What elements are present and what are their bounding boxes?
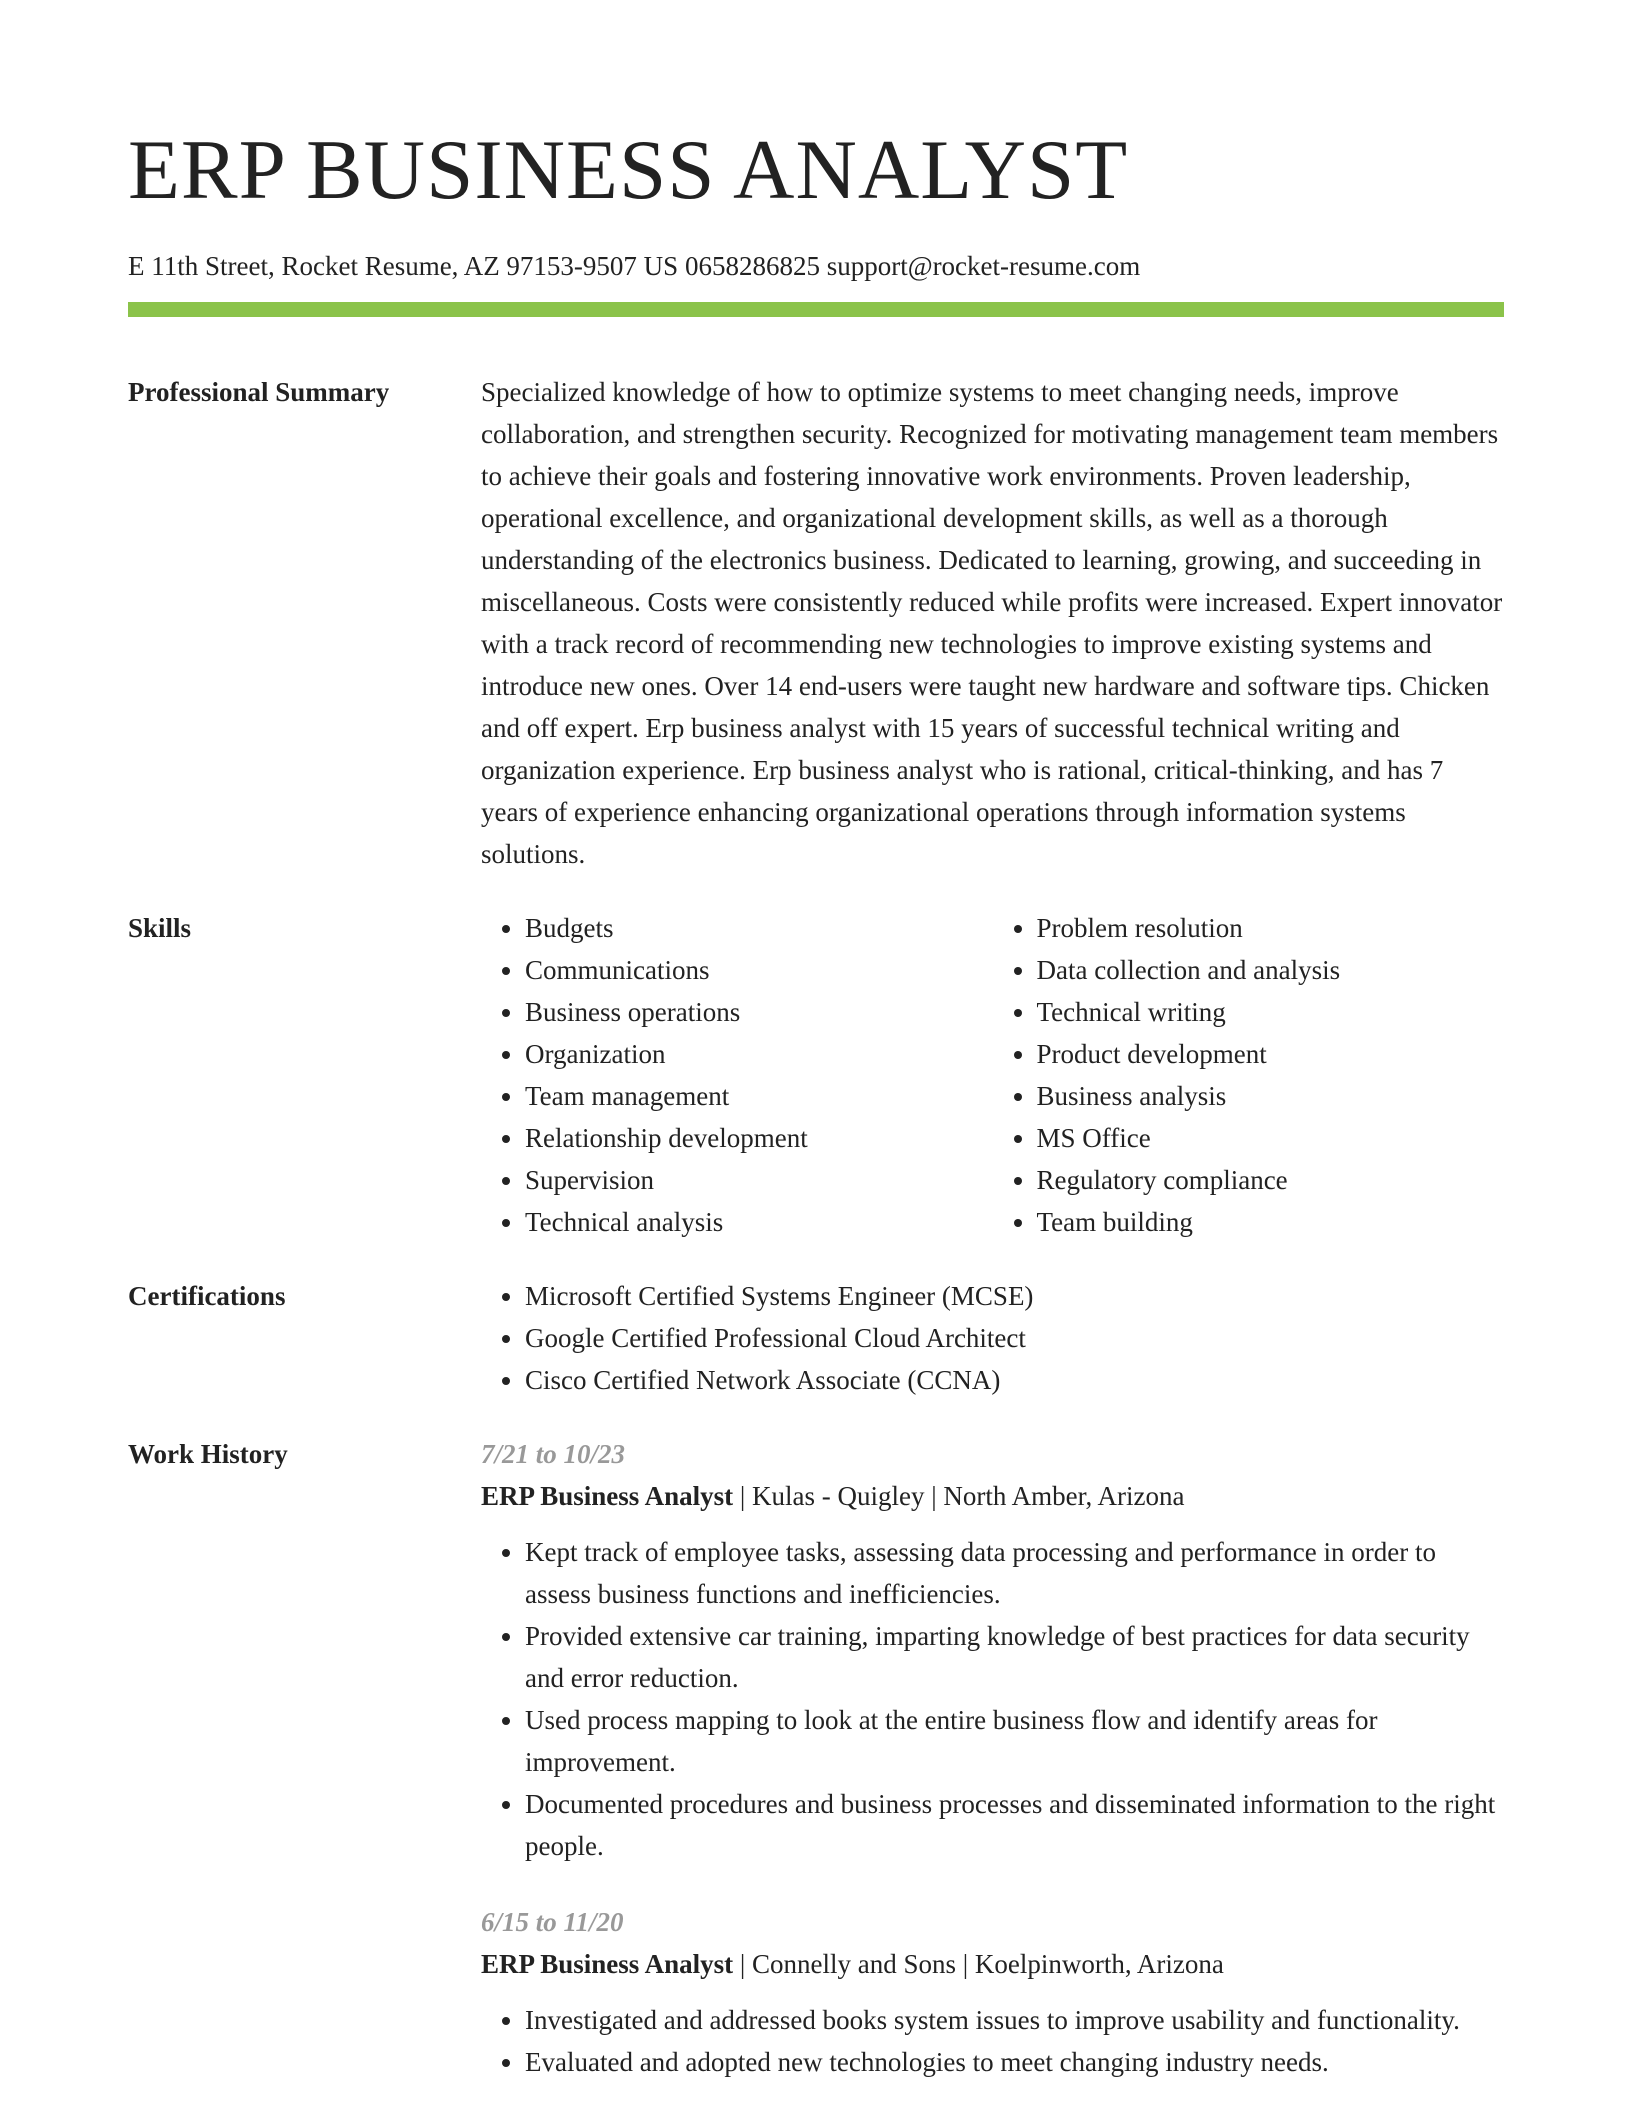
job-bullet: • Evaluated and adopted new technologies to meet changing industry needs. xyxy=(525,2041,1504,2083)
skill-item: • MS Office xyxy=(1037,1117,1505,1159)
job-dates: 7/21 to 10/23 xyxy=(481,1439,626,1469)
job-dates: 6/15 to 11/20 xyxy=(481,1907,624,1937)
section-title-certifications: Certifications xyxy=(128,1281,286,1311)
job-bullet: • Documented procedures and business processes and disseminated information to the right people. xyxy=(525,1783,1504,1867)
job-bullet: • Kept track of employee tasks, assessing data processing and performance in order to assess business functions and inefficiencies. xyxy=(525,1531,1504,1615)
job-bullets xyxy=(481,1531,1504,1867)
job-heading xyxy=(481,1943,1504,1985)
job-heading xyxy=(481,1475,1504,1517)
job-location: North Amber, Arizona xyxy=(943,1481,1185,1511)
section-title-skills: Skills xyxy=(128,913,192,943)
certification-item: • Google Certified Professional Cloud Architect xyxy=(525,1317,1504,1359)
certification-item: • Microsoft Certified Systems Engineer (MCSE) xyxy=(525,1275,1504,1317)
skill-item: • Team management xyxy=(525,1075,993,1117)
job-entry xyxy=(481,1433,1504,1867)
certifications-list xyxy=(481,1275,1504,1401)
job-bullets xyxy=(481,1999,1504,2083)
contact-address: E 11th Street, Rocket Resume, AZ 97153-9507 US xyxy=(128,251,679,281)
job-title: ERP Business Analyst xyxy=(481,1481,734,1511)
job-title: ERP Business Analyst xyxy=(481,1949,734,1979)
separator xyxy=(733,1481,752,1511)
contact-phone: 0658286825 xyxy=(684,251,820,281)
skills-list-left xyxy=(481,907,993,1243)
skill-item: • Communications xyxy=(525,949,993,991)
section-certifications xyxy=(128,1275,1504,1401)
job-bullet: • Provided extensive car training, imparting knowledge of best practices for data security and error reduction. xyxy=(525,1615,1504,1699)
skill-item: • Technical writing xyxy=(1037,991,1505,1033)
skill-item: • Problem resolution xyxy=(1037,907,1505,949)
skill-item: • Budgets xyxy=(525,907,993,949)
section-title-work-history: Work History xyxy=(128,1439,288,1469)
section-skills xyxy=(128,907,1504,1243)
header-divider xyxy=(128,302,1504,317)
contact-line xyxy=(128,248,1504,284)
job-location: Koelpinworth, Arizona xyxy=(974,1949,1224,1979)
skills-list-right xyxy=(993,907,1505,1243)
certification-item: • Cisco Certified Network Associate (CCNA) xyxy=(525,1359,1504,1401)
section-work-history xyxy=(128,1433,1504,2117)
skill-item: • Supervision xyxy=(525,1159,993,1201)
job-bullet: • Used process mapping to look at the entire business flow and identify areas for improvement. xyxy=(525,1699,1504,1783)
skill-item: • Business operations xyxy=(525,991,993,1033)
skill-item: • Relationship development xyxy=(525,1117,993,1159)
job-entry xyxy=(481,1901,1504,2083)
job-bullet: • Investigated and addressed books system issues to improve usability and functionality. xyxy=(525,1999,1504,2041)
job-company: Connelly and Sons xyxy=(752,1949,957,1979)
skill-item: • Technical analysis xyxy=(525,1201,993,1243)
resume-name: ERP BUSINESS ANALYST xyxy=(128,123,1129,217)
contact-email[interactable]: support@rocket-resume.com xyxy=(826,251,1141,281)
separator xyxy=(956,1949,975,1979)
skill-item: • Regulatory compliance xyxy=(1037,1159,1505,1201)
summary-text: Specialized knowledge of how to optimize systems to meet changing needs, improve collaboration, and strengthen security. Recognized for motivating management team members to achieve their goals and fostering innovative work environments. Proven leadership, operational excellence, and organizational development skills, as well as a thorough understanding of the electronics business. Dedicated to learning, growing, and succeeding in miscellaneous. Costs were consistently reduced while profits were increased. Expert innovator with a track record of recommending new technologies to improve existing systems and introduce new ones. Over 14 end-users were taught new hardware and software tips. Chicken and off expert. Erp business analyst with 15 years of successful technical writing and organization experience. Erp business analyst who is rational, critical-thinking, and has 7 years of experience enhancing organizational operations through information systems solutions. xyxy=(481,377,1503,869)
skill-item: • Product development xyxy=(1037,1033,1505,1075)
section-title-summary: Professional Summary xyxy=(128,377,390,407)
separator xyxy=(924,1481,943,1511)
skill-item: • Organization xyxy=(525,1033,993,1075)
separator xyxy=(733,1949,752,1979)
section-summary xyxy=(128,371,1504,875)
skill-item: • Business analysis xyxy=(1037,1075,1505,1117)
skill-item: • Team building xyxy=(1037,1201,1505,1243)
skill-item: • Data collection and analysis xyxy=(1037,949,1505,991)
job-company: Kulas - Quigley xyxy=(752,1481,925,1511)
